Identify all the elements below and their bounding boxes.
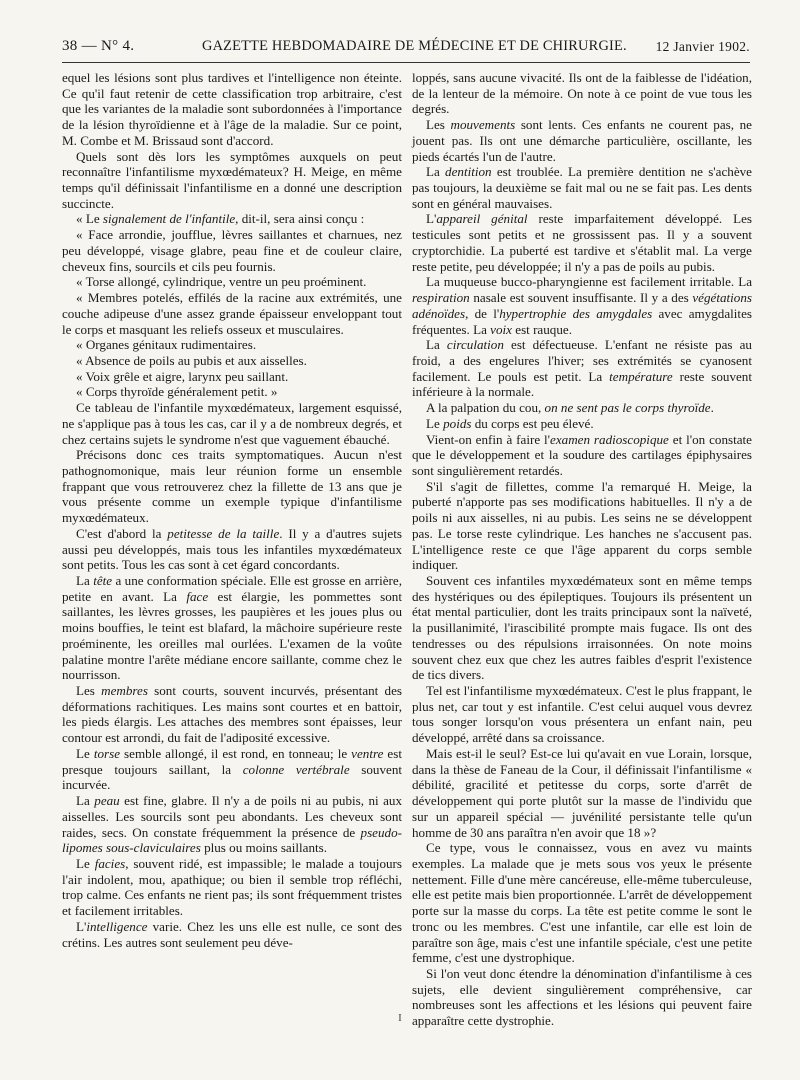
paragraph: « Organes génitaux rudimentaires. — [76, 337, 257, 353]
issue-date: 12 Janvier 1902. — [655, 39, 750, 54]
running-header — [62, 38, 750, 60]
paragraph: Le torse semble allongé, il est rond, en tonneau; le ventre est presque toujours saillant, la colonne vertébrale souvent incurvée. — [62, 745, 403, 793]
paragraph: « Absence de poils au pubis et aux aisselles. — [76, 352, 307, 368]
paragraph: « Membres potelés, effilés de la racine aux extrémités, une couche adipeuse d'une assez grande épaisseur enveloppant tout le corps et masquant les reliefs osseux et musculaires. — [62, 290, 402, 337]
paragraph: C'est d'abord la petitesse de la taille. Il y a d'autres sujets aussi peu développés, mais tous les infantiles myxœdémateux sont petits. Tous les cas sont à cet égard concordants. — [62, 525, 402, 573]
paragraph: Ce type, vous le connaissez, vous en avez vu maints exemples. La malade que je mets sous vos yeux le présente nettement. Fille d'une mère cancéreuse, elle-même tuberculeuse, elle est petite mais bien proportionnée. L'arrêt de développement porte sur la masse du corps. La tête est petite comme le sont le tronc ou les membres. C'est une infantile, car elle est loin de paraître son âge, mais c'est une infantile spéciale, c'est une petite femme, c'est une dystrophique. — [412, 840, 752, 966]
paragraph: La tête a une conformation spéciale. Elle est grosse en arrière, petite en avant. La face est élargie, les pommettes sont saillantes, les lèvres grosses, les paupières et les joues plus ou moins bouffies, le teint est blafard, la mâchoire supérieure reste proéminente, les oreilles mal ourlées. L'examen de la voûte palatine montre l'arête médiane encore saillante, comme chez le nourrisson. — [62, 573, 402, 683]
right-column — [412, 70, 752, 1029]
paragraph: La circulation est défectueuse. L'enfant ne résiste pas au froid, a des engelures l'hiver; ses extrémités se cyanosent facilement. Le pouls est petit. La température reste souvent inférieure à la normale. — [412, 337, 752, 400]
journal-title: GAZETTE HEBDOMADAIRE DE MÉDECINE ET DE CHIRURGIE. — [202, 38, 627, 54]
paragraph: Quels sont dès lors les symptômes auxquels on peut reconnaître l'infantilisme myxœdémateux? H. Meige, en même temps qu'il définissait l'infantilisme en a donné une description succincte. — [62, 148, 402, 211]
paragraph: Les mouvements sont lents. Ces enfants ne courent pas, ne jouent pas. Ils ont une démarche particulière, oscillante, les pieds écartés l'un de l'autre. — [412, 117, 752, 164]
paragraph: Mais est-il le seul? Est-ce lui qu'avait en vue Lorain, lorsque, dans la thèse de Faneau de la Cour, il définissait l'infantilisme « débilité, gracilité et petitesse du corps, sorte d'arrêt de développement qui porte plutôt sur la masse de l'individu que sur un appareil spécial — juvénilité persistante telle qu'un homme de 30 ans paraîtra n'en avoir que 18 »? — [412, 745, 752, 840]
page-issue-number: 38 — N° 4. — [62, 38, 135, 54]
paragraph: L'appareil génital reste imparfaitement développé. Les testicules sont petits et ne grossissent pas. Il y a souvent cryptorchidie. La puberté est tardive et s'établit mal. La verge reste petite, peu développée; il n'y a pas de poils au pubis. — [412, 211, 753, 274]
signature-mark: I — [398, 1012, 402, 1024]
paragraph: Les membres sont courts, souvent incurvés, présentant des déformations rachitiques. Les mains sont courtes et en battoir, les pieds élargis. Les attaches des membres sont épaisses, leur contour est arrondi, du fait de l'adiposité excessive. — [62, 683, 402, 746]
paragraph: Précisons donc ces traits symptomatiques. Aucun n'est pathognomonique, mais leur réunion forme un ensemble frappant que vous retrouverez chez la fillette de 13 ans que je vous présente comme un exemple typique d'infantilisme myxœdémateux. — [62, 447, 402, 526]
paragraph: La dentition est troublée. La première dentition ne s'achève pas toujours, la deuxième se fait mal ou ne se fait pas. Les dents sont en général mauvaises. — [412, 164, 752, 211]
paragraph: loppés, sans aucune vivacité. Ils ont de la faiblesse de l'idéation, de la lenteur de la mémoire. On note à ce point de vue tous les degrés. — [412, 70, 752, 117]
paragraph: Tel est l'infantilisme myxœdémateux. C'est le plus frappant, le plus net, car tout y est infantile. C'est celui auquel vous devrez tous songer lorsqu'on vous présentera un enfant nain, peu développé, arrêté dans sa croissance. — [412, 683, 752, 746]
header-rule — [62, 62, 750, 63]
paragraph: equel les lésions sont plus tardives et l'intelligence non éteinte. Ce qu'il faut retenir de cette classification trop arbitraire, c'est que les variantes de la maladie sont subordonnées à l'importance de la lésion thyroïdienne et à l'âge de la maladie. Sur ce point, M. Combe et M. Brissaud sont d'accord. — [62, 70, 402, 148]
paragraph: Vient-on enfin à faire l'examen radioscopique et l'on constate que le développement et la soudure des cartilages épiphysaires sont singulièrement retardés. — [412, 431, 752, 478]
paragraph: « Torse allongé, cylindrique, ventre un peu proéminent. — [76, 274, 367, 290]
paragraph: S'il s'agit de fillettes, comme l'a remarqué H. Meige, la puberté n'apporte pas ses modifications habituelles. Il n'y a de poils ni aux aisselles, ni au pubis. Les seins ne se développent pas. Le torse reste cylindrique. Les hanches ne s'accusent pas. L'intelligence reste ce que l'âge apparent du corps semble indiquer. — [412, 478, 752, 573]
paragraph: « Corps thyroïde généralement petit. » — [76, 384, 278, 400]
paragraph: « Face arrondie, joufflue, lèvres saillantes et charnues, nez peu développé, visage glabre, peau fine et de couleur claire, cheveux fins, sourcils et cils peu fournis. — [62, 227, 402, 274]
paragraph: L'intelligence varie. Chez les uns elle est nulle, ce sont des crétins. Les autres sont seulement peu déve- — [62, 918, 402, 950]
paragraph: Souvent ces infantiles myxœdémateux sont en même temps des hystériques ou des épileptiques. Toujours ils présentent un état mental particulier, dont les traits principaux sont la naïveté, la pusillanimité, l'irascibilité prompte mais fugace. Ils ont des tendresses ou des répulsions irraisonnées. On note moins souvent chez eux que chez les autres faibles d'esprit l'existence de tics divers. — [412, 573, 752, 683]
paragraph: A la palpation du cou, on ne sent pas le corps thyroïde. — [426, 400, 714, 416]
paragraph: « Le signalement de l'infantile, dit-il, sera ainsi conçu : — [76, 211, 365, 227]
paragraph: La peau est fine, glabre. Il n'y a de poils ni au pubis, ni aux aisselles. Les sourcils sont peu abondants. Les cheveux sont raides, secs. On constate fréquemment la présence de pseudo-lipomes sous-claviculaires plus ou moins saillants. — [62, 793, 402, 856]
left-column — [62, 70, 402, 950]
paragraph: « Voix grêle et aigre, larynx peu saillant. — [76, 368, 289, 384]
paragraph: La muqueuse bucco-pharyngienne est facilement irritable. La respiration nasale est souvent insuffisante. Il y a des végétations adénoïdes, de l'hypertrophie des amygdales avec amygdalites fréquentes. La voix est rauque. — [412, 274, 752, 337]
paragraph: Le poids du corps est peu élevé. — [426, 415, 594, 431]
paragraph: Le facies, souvent ridé, est impassible; le malade a toujours l'air indolent, mou, apathique; ou bien il semble trop réfléchi, trop calme. Ces enfants ne rient pas; ils sont fréquemment tristes et facilement irritables. — [62, 855, 402, 919]
paragraph: Si l'on veut donc étendre la dénomination d'infantilisme à ces sujets, elle devient singulièrement compréhensive, car nombreuses sont les affections et les lésions qui peuvent faire apparaître cette dystrophie. — [412, 965, 752, 1029]
paragraph: Ce tableau de l'infantile myxœdémateux, largement esquissé, ne s'applique pas à tous les cas, car il y a de nombreux degrés, et chez certains sujets le syndrome n'est que vaguement ébauché. — [62, 400, 402, 447]
